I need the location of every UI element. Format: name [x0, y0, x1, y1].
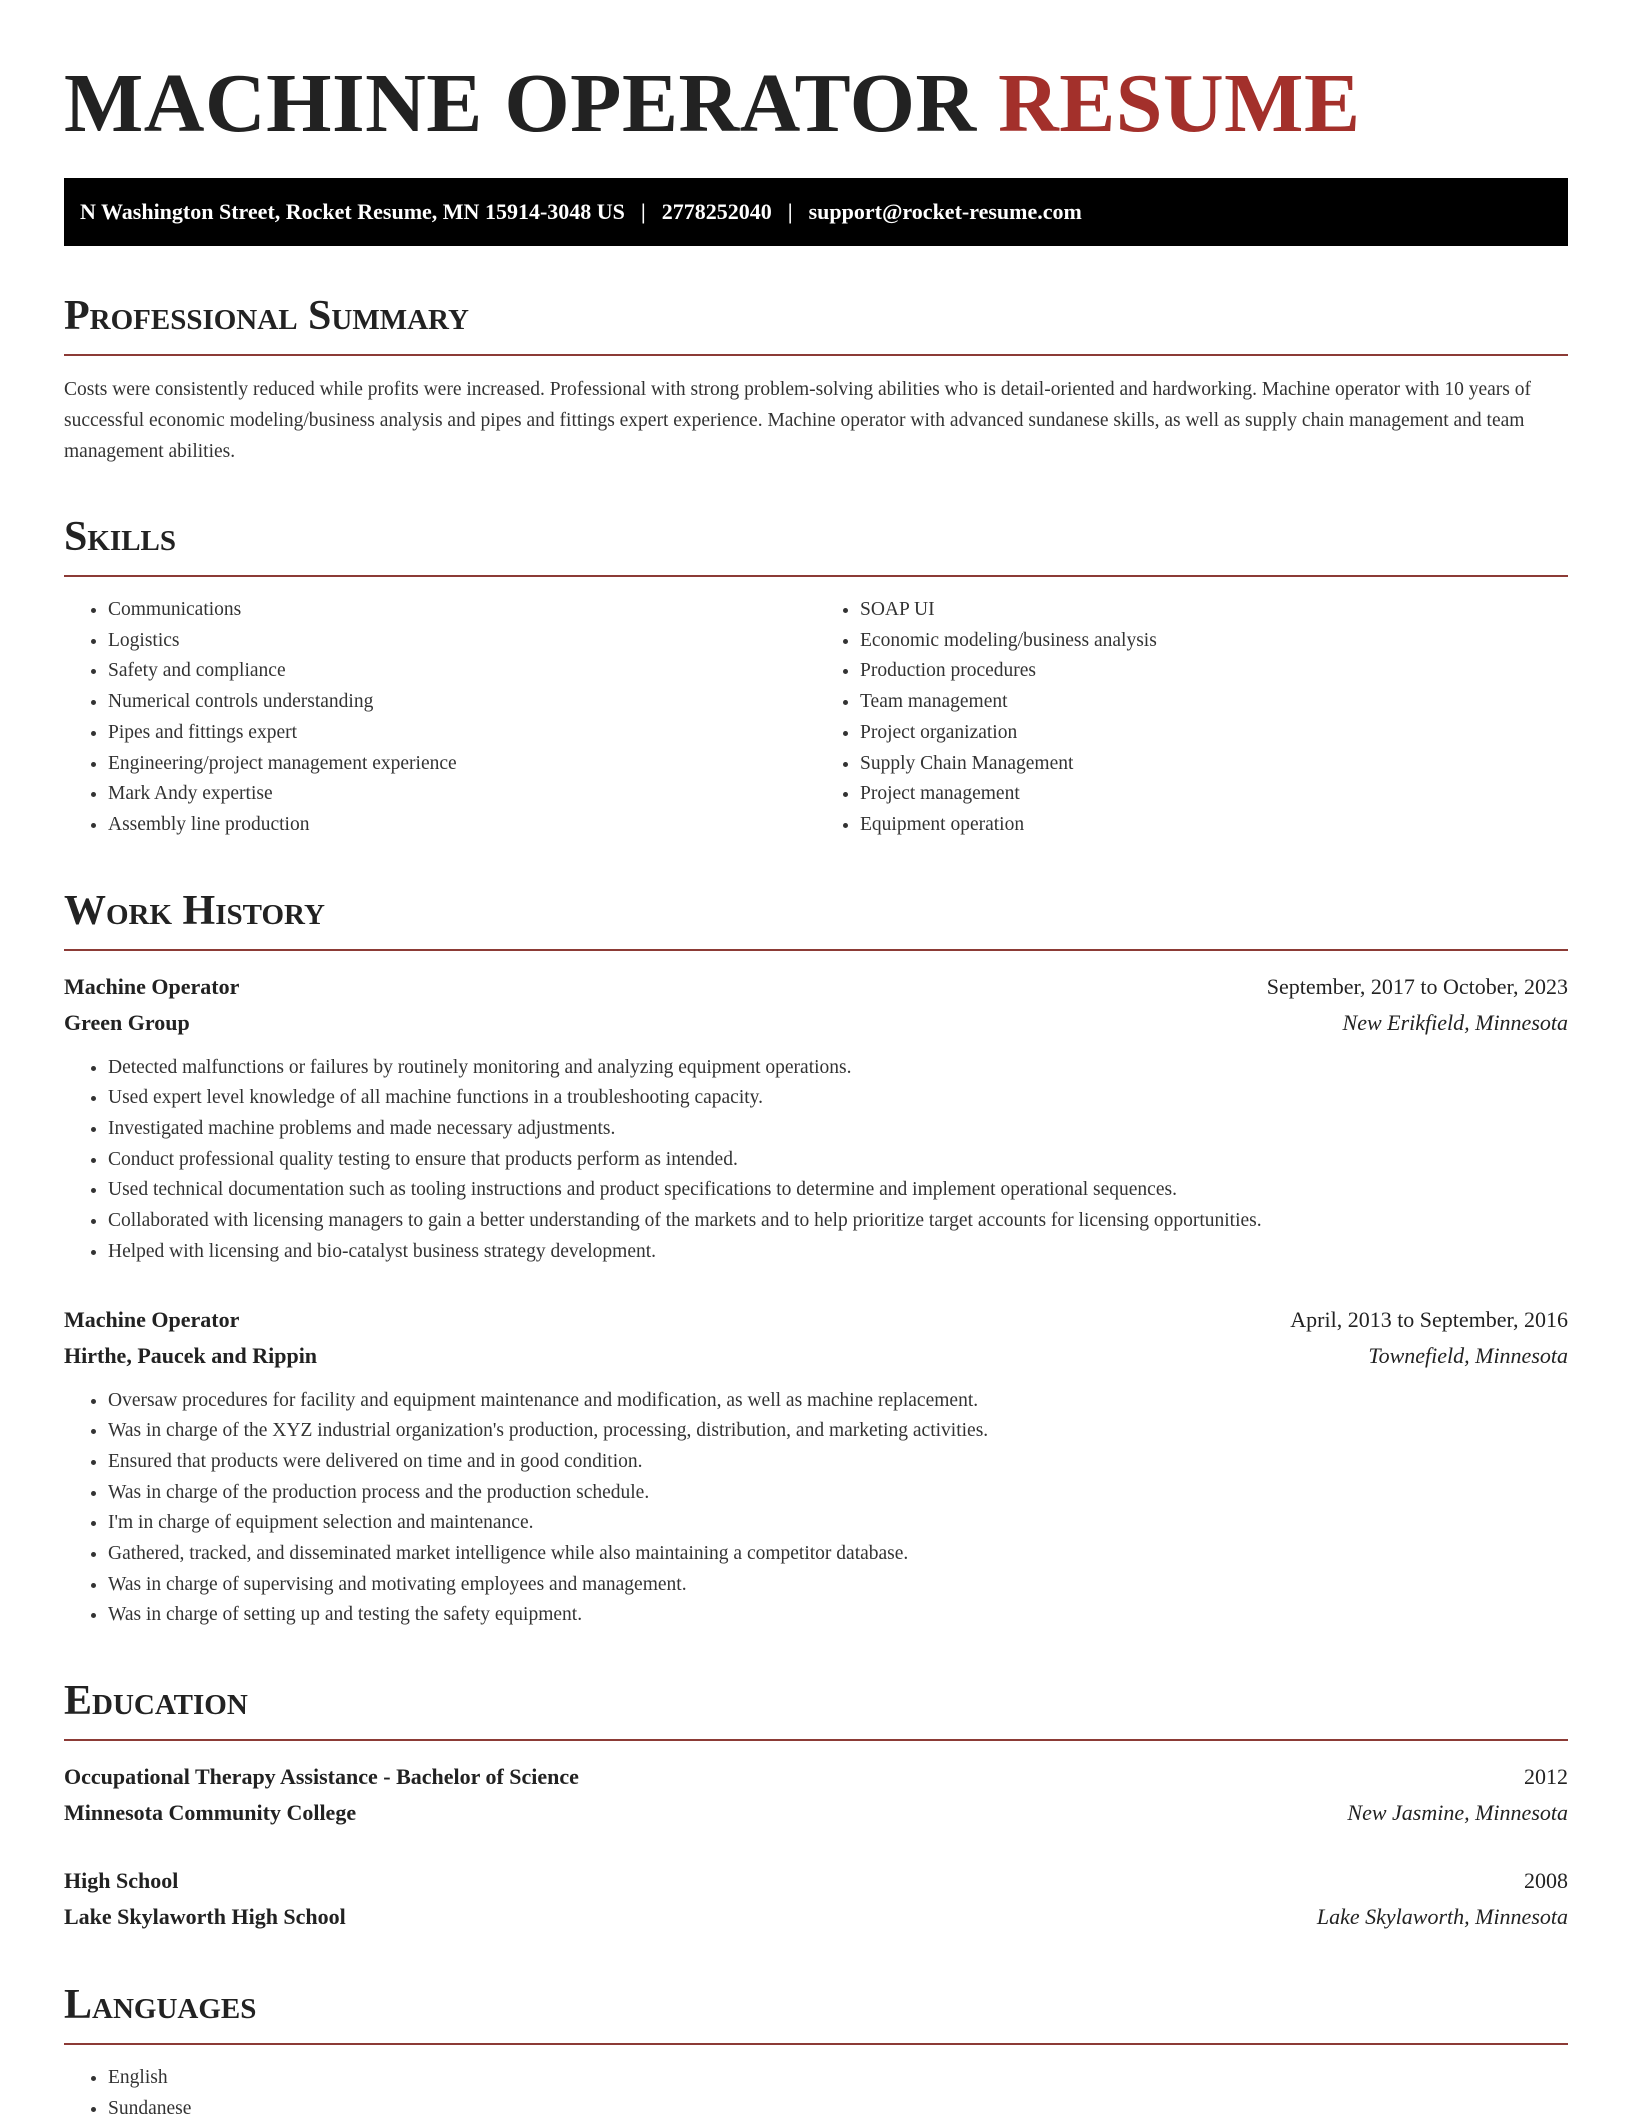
job-duty: • Investigated machine problems and made necessary adjustments.	[108, 1114, 1568, 1145]
job-duties-list	[64, 1053, 1568, 1268]
section-heading-summary: Professional Summary	[64, 293, 469, 339]
skill-item: • Project management	[860, 779, 1568, 810]
job-company: Green Group	[64, 1009, 190, 1035]
contact-bar	[64, 178, 1568, 246]
job-title: Machine Operator	[64, 1306, 240, 1332]
job-duty: • Used expert level knowledge of all machine functions in a troubleshooting capacity.	[108, 1083, 1568, 1114]
section-heading-skills: Skills	[64, 514, 177, 560]
contact-email[interactable]: support@rocket-resume.com	[808, 199, 1082, 224]
job-duties-list	[64, 1386, 1568, 1632]
skills-section	[64, 511, 1568, 841]
languages-list	[64, 2063, 1568, 2124]
job-entry	[64, 1302, 1568, 1632]
job-dates: April, 2013 to September, 2016	[1290, 1306, 1568, 1332]
job-location: New Erikfield, Minnesota	[1342, 1009, 1568, 1035]
education-entry	[64, 1759, 1568, 1831]
job-company-row	[64, 1005, 1568, 1041]
education-school: Minnesota Community College	[64, 1800, 357, 1826]
title-main: MACHINE OPERATOR	[64, 57, 977, 150]
job-duty: • Oversaw procedures for facility and equipment maintenance and modification, as well as machine replacement.	[108, 1386, 1568, 1417]
education-degree-row	[64, 1863, 1568, 1899]
section-heading-work-history: Work History	[64, 887, 325, 934]
education-year: 2012	[1524, 1764, 1568, 1790]
job-header-row	[64, 1302, 1568, 1338]
education-entry	[64, 1863, 1568, 1935]
job-company-row	[64, 1338, 1568, 1374]
section-heading-education: Education	[64, 1678, 248, 1725]
education-degree: High School	[64, 1868, 179, 1894]
education-year: 2008	[1524, 1868, 1568, 1894]
education-location: New Jasmine, Minnesota	[1347, 1800, 1568, 1826]
job-duty: • Was in charge of supervising and motivating employees and management.	[108, 1570, 1568, 1601]
education-degree-row	[64, 1759, 1568, 1795]
languages-section	[64, 1979, 1568, 2124]
section-divider	[64, 949, 1568, 951]
education-degree: Occupational Therapy Assistance - Bachelor of Science	[64, 1764, 579, 1790]
skills-list-left	[64, 595, 816, 841]
skill-item: • Engineering/project management experience	[108, 749, 816, 780]
job-duty: • Was in charge of setting up and testing the safety equipment.	[108, 1600, 1568, 1631]
skill-item: • Project organization	[860, 718, 1568, 749]
job-duty: • Used technical documentation such as tooling instructions and product specifications to determine and implement operational sequences.	[108, 1175, 1568, 1206]
job-duty: • Collaborated with licensing managers to gain a better understanding of the markets and to help prioritize target accounts for licensing opportunities.	[108, 1206, 1568, 1237]
job-company: Hirthe, Paucek and Rippin	[64, 1342, 318, 1368]
section-divider	[64, 575, 1568, 577]
job-location: Townefield, Minnesota	[1368, 1342, 1568, 1368]
job-title: Machine Operator	[64, 973, 240, 999]
resume-title	[64, 54, 1568, 154]
title-accent: RESUME	[998, 57, 1361, 150]
section-divider	[64, 354, 1568, 356]
section-divider	[64, 2043, 1568, 2045]
skill-item: • Economic modeling/business analysis	[860, 626, 1568, 657]
job-duty: • Was in charge of the XYZ industrial organization's production, processing, distribution, and marketing activities.	[108, 1416, 1568, 1447]
summary-text: Costs were consistently reduced while profits were increased. Professional with strong problem-solving abilities who is detail-oriented and hardworking. Machine operator with 10 years of successful economic modeling/business analysis and pipes and fittings expert experience. Machine operator with advanced sundanese skills, as well as supply chain management and team management abilities.	[64, 379, 1532, 462]
contact-separator: |	[640, 199, 646, 224]
contact-separator: |	[787, 199, 793, 224]
job-duty: • Was in charge of the production process and the production schedule.	[108, 1478, 1568, 1509]
skill-item: • SOAP UI	[860, 595, 1568, 626]
skill-item: • Communications	[108, 595, 816, 626]
summary-section	[64, 290, 1568, 467]
job-header-row	[64, 969, 1568, 1005]
job-entry	[64, 969, 1568, 1268]
language-item: • Sundanese	[108, 2094, 1568, 2125]
skill-item: • Production procedures	[860, 656, 1568, 687]
skills-grid	[64, 595, 1568, 841]
skill-item: • Assembly line production	[108, 810, 816, 841]
job-duty: • I'm in charge of equipment selection and maintenance.	[108, 1508, 1568, 1539]
skill-item: • Pipes and fittings expert	[108, 718, 816, 749]
skill-item: • Numerical controls understanding	[108, 687, 816, 718]
skill-item: • Supply Chain Management	[860, 749, 1568, 780]
skill-item: • Mark Andy expertise	[108, 779, 816, 810]
contact-address: N Washington Street, Rocket Resume, MN 15914-3048 US	[80, 199, 625, 224]
education-section	[64, 1675, 1568, 1935]
job-dates: September, 2017 to October, 2023	[1266, 973, 1568, 999]
language-item: • English	[108, 2063, 1568, 2094]
skill-item: • Team management	[860, 687, 1568, 718]
contact-phone[interactable]: 2778252040	[661, 199, 772, 224]
job-duty: • Gathered, tracked, and disseminated market intelligence while also maintaining a competitor database.	[108, 1539, 1568, 1570]
skills-list-right	[816, 595, 1568, 841]
education-location: Lake Skylaworth, Minnesota	[1316, 1904, 1568, 1930]
education-school-row	[64, 1795, 1568, 1831]
job-duty: • Detected malfunctions or failures by routinely monitoring and analyzing equipment operations.	[108, 1053, 1568, 1084]
education-school: Lake Skylaworth High School	[64, 1904, 346, 1930]
job-duty: • Ensured that products were delivered on time and in good condition.	[108, 1447, 1568, 1478]
skill-item: • Safety and compliance	[108, 656, 816, 687]
work-history-section	[64, 885, 1568, 1632]
job-duty: • Helped with licensing and bio-catalyst business strategy development.	[108, 1237, 1568, 1268]
skill-item: • Equipment operation	[860, 810, 1568, 841]
job-duty: • Conduct professional quality testing to ensure that products perform as intended.	[108, 1145, 1568, 1176]
education-school-row	[64, 1899, 1568, 1935]
section-heading-languages: Languages	[64, 1982, 257, 2029]
skill-item: • Logistics	[108, 626, 816, 657]
section-divider	[64, 1739, 1568, 1741]
